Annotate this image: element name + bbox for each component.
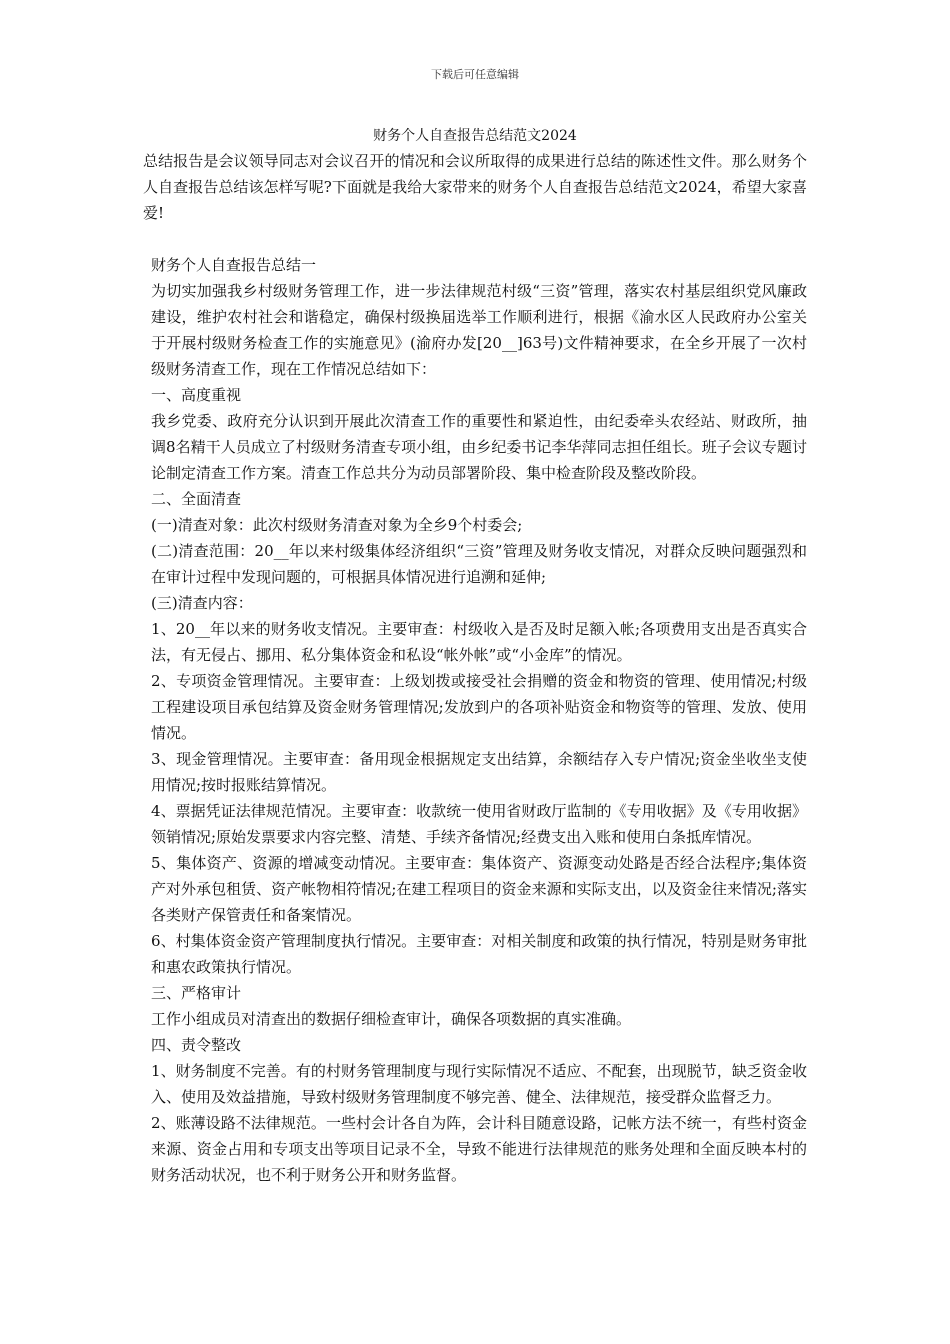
list-item: 4、票据凭证法律规范情况。主要审查：收款统一使用省财政厅监制的《专用收据》及《专用收据》领销情况;原始发票要求内容完整、清楚、手续齐备情况;经费支出入账和使用白条抵库情况。 — [151, 802, 807, 846]
section-heading: 四、责令整改 — [151, 1036, 242, 1054]
paragraph: 我乡党委、政府充分认识到开展此次清查工作的重要性和紧迫性，由纪委牵头农经站、财政所，抽调8名精干人员成立了村级财务清查专项小组，由乡纪委书记李华萍同志担任组长。班子会议专题讨论制定清查工作方案。清查工作总共分为动员部署阶段、集中检查阶段及整改阶段。 — [151, 412, 807, 482]
section-heading: 一、高度重视 — [151, 386, 242, 404]
list-item: 2、专项资金管理情况。主要审查：上级划拨或接受社会捐赠的资金和物资的管理、使用情况;村级工程建设项目承包结算及资金财务管理情况;发放到户的各项补贴资金和物资等的管理、发放、使用情况。 — [151, 672, 807, 742]
paragraph: (二)清查范围：20__年以来村级集体经济组织“三资”管理及财务收支情况，对群众反映问题强烈和在审计过程中发现问题的，可根据具体情况进行追溯和延伸; — [151, 542, 807, 586]
list-item: 1、20__年以来的财务收支情况。主要审查：村级收入是否及时足额入帐;各项费用支出是否真实合法，有无侵占、挪用、私分集体资金和私设“帐外帐”或“小金库”的情况。 — [151, 620, 807, 664]
list-item: 5、集体资产、资源的增减变动情况。主要审查：集体资产、资源变动处路是否经合法程序;集体资产对外承包租赁、资产帐物相符情况;在建工程项目的资金来源和实际支出，以及资金往来情况;落实各类财产保管责任和备案情况。 — [151, 854, 807, 924]
intro-paragraph: 总结报告是会议领导同志对会议召开的情况和会议所取得的成果进行总结的陈述性文件。那么财务个人自查报告总结该怎样写呢?下面就是我给大家带来的财务个人自查报告总结范文2024，希望大家喜爱! — [143, 152, 807, 222]
blank-line — [143, 226, 807, 252]
paragraph: 工作小组成员对清查出的数据仔细检查审计，确保各项数据的真实准确。 — [151, 1010, 632, 1028]
section-heading: 财务个人自查报告总结一 — [151, 256, 317, 274]
list-item: 1、财务制度不完善。有的村财务管理制度与现行实际情况不适应、不配套，出现脱节，缺乏资金收入、使用及效益措施，导致村级财务管理制度不够完善、健全、法律规范，接受群众监督乏力。 — [151, 1062, 807, 1106]
section-heading: 三、严格审计 — [151, 984, 242, 1002]
paragraph: 为切实加强我乡村级财务管理工作，进一步法律规范村级“三资”管理，落实农村基层组织党风廉政建设，维护农村社会和谐稳定，确保村级换届选举工作顺利进行，根据《渝水区人民政府办公室关于开展村级财务检查工作的实施意见》(渝府办发[20__]63号)文件精神要求，在全乡开展了一次村级财务清查工作，现在工作情况总结如下： — [151, 282, 807, 378]
list-item: 6、村集体资金资产管理制度执行情况。主要审查：对相关制度和政策的执行情况，特别是财务审批和惠农政策执行情况。 — [151, 932, 807, 976]
section-heading: 二、全面清查 — [151, 490, 242, 508]
document-title: 财务个人自查报告总结范文2024 — [373, 128, 577, 144]
list-item: 3、现金管理情况。主要审查：备用现金根据规定支出结算，余额结存入专户情况;资金坐收坐支使用情况;按时报账结算情况。 — [151, 750, 807, 794]
paragraph: (一)清查对象：此次村级财务清查对象为全乡9个村委会; — [151, 516, 523, 534]
header-note: 下载后可任意编辑 — [431, 68, 519, 81]
list-item: 2、账薄设路不法律规范。一些村会计各自为阵，会计科目随意设路，记帐方法不统一，有些村资金来源、资金占用和专项支出等项目记录不全，导致不能进行法律规范的账务处理和全面反映本村的财务活动状况，也不利于财务公开和财务监督。 — [151, 1114, 807, 1184]
document-body — [143, 148, 807, 1188]
paragraph: (三)清查内容： — [151, 594, 253, 612]
